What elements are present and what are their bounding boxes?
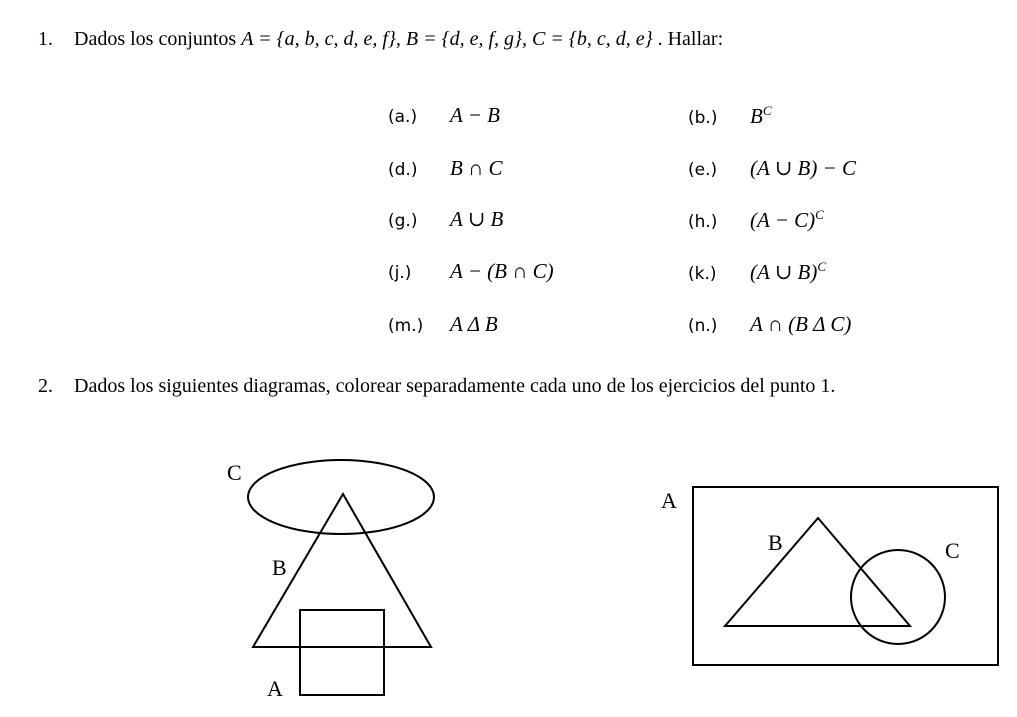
exercise-expression: A ∪ B [450,207,504,231]
set-c-circle [851,550,945,644]
set-b-triangle [725,518,910,626]
set-a-label: A [661,488,677,513]
exercise-label: (g.) [388,211,418,231]
sets-definition: A = {a, b, c, d, e, f}, B = {d, e, f, g}, C = {b, c, d, e} [241,28,653,50]
venn-diagram-2 [655,480,1005,675]
question-number: 2. [38,375,53,397]
exercise-expression: (A − C) [750,208,816,232]
exercise-superscript: C [762,103,772,118]
exercise-expression: A − (B ∩ C) [450,259,554,283]
exercise-h [688,207,824,233]
exercise-label: (a.) [388,107,418,127]
exercise-n [688,312,851,337]
question-text: Dados los siguientes diagramas, colorear separadamente cada uno de los ejercicios del punto 1. [74,375,836,397]
question-number: 1. [38,28,53,50]
set-a-label: A [267,676,283,701]
question-1 [38,28,723,51]
set-c-label: C [227,460,242,485]
exercise-expression: B [750,104,763,128]
question-text: Dados los conjuntos [74,28,242,50]
exercise-label: (n.) [688,316,718,336]
exercise-label: (e.) [688,160,718,180]
exercise-b [688,103,772,129]
exercise-expression: A − B [450,103,500,127]
set-b-label: B [272,555,287,580]
set-b-label: B [768,530,783,555]
exercise-j [388,259,554,284]
venn-diagram-1 [200,450,460,710]
exercise-label: (j.) [388,263,412,283]
exercise-label: (m.) [388,316,424,336]
exercise-superscript: C [817,259,827,274]
exercise-g [388,207,503,232]
exercise-label: (k.) [688,264,717,284]
exercise-e [688,156,856,181]
exercise-label: (h.) [688,212,718,232]
exercise-a [388,103,500,128]
exercise-d [388,156,503,181]
question-text-end: . Hallar: [652,28,724,50]
exercise-m [388,312,498,337]
exercise-expression: A ∩ (B Δ C) [750,312,852,336]
exercise-expression: (A ∪ B) [750,260,818,284]
question-2 [38,375,835,398]
set-a-rectangle [693,487,998,665]
exercise-label: (b.) [688,108,718,128]
exercise-label: (d.) [388,160,418,180]
exercise-expression: A Δ B [450,312,498,336]
exercise-superscript: C [815,207,824,222]
exercise-k [688,259,826,285]
set-a-square [300,610,384,695]
set-c-label: C [945,538,960,563]
exercise-expression: (A ∪ B) − C [750,156,857,180]
exercise-expression: B ∩ C [450,156,503,180]
